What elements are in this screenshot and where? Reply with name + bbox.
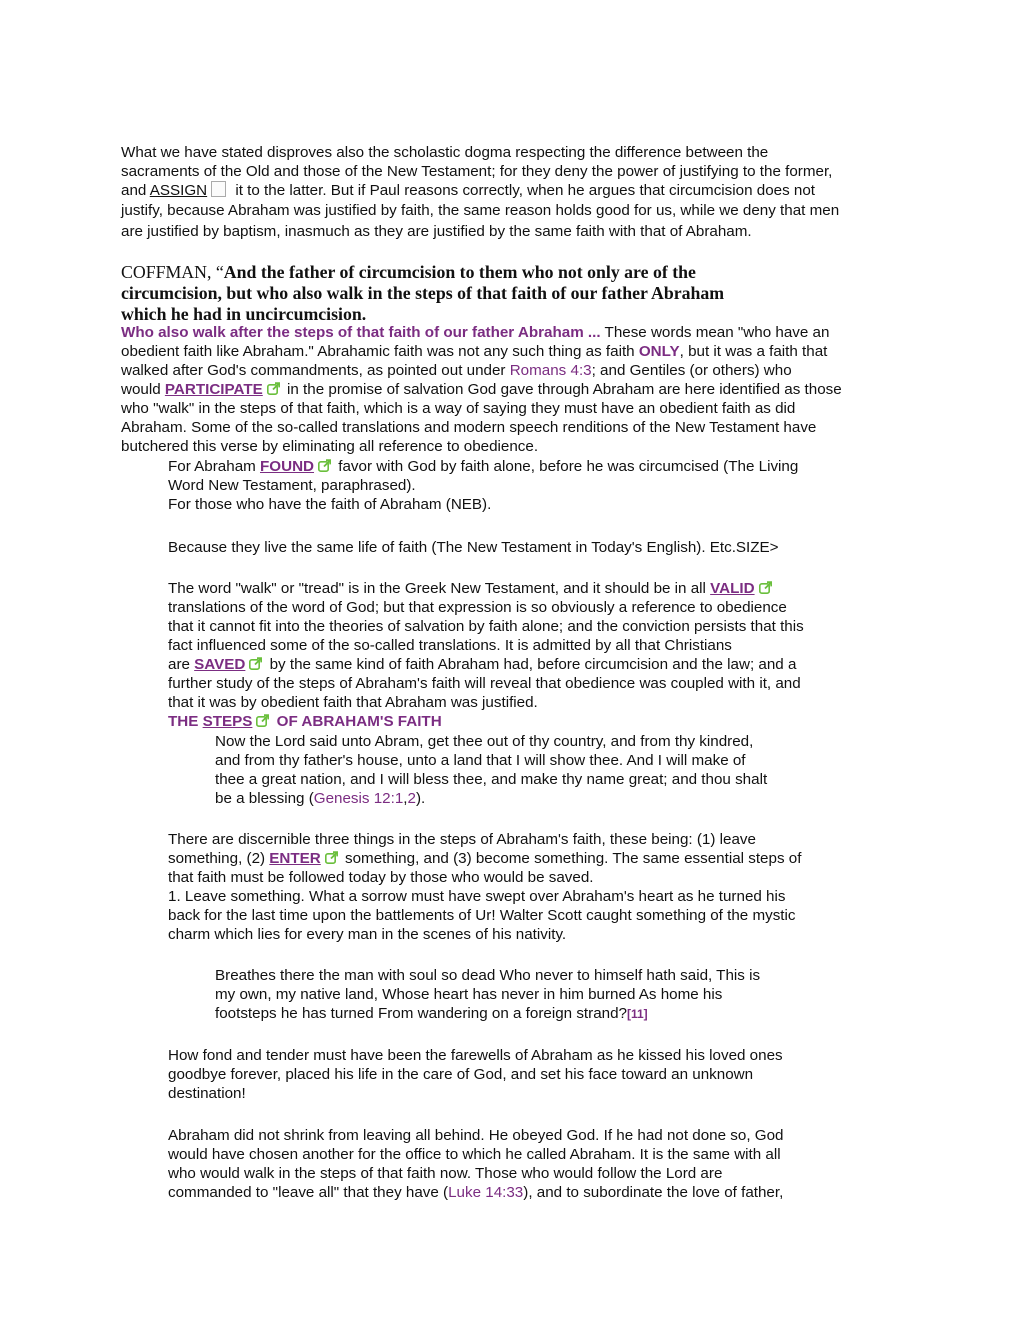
poem-line: Breathes there the man with soul so dead Who never to himself hath said, This is [215,967,761,984]
luke-link[interactable]: Luke 14:33 [448,1184,524,1201]
genesis-line: thee a great nation, and I will bless thee, and make thy name great; and thou shalt [215,771,768,788]
heading-line [121,261,696,283]
p1-text: and [121,182,150,199]
heading-text: circumcision, but who also walk in the steps of that faith of our father Abraham [121,283,725,303]
p5-line: How fond and tender must have been the farewells of Abraham as he kissed his loved ones [168,1047,783,1064]
p2-text: ; and Gentiles (or others) who [591,362,792,379]
p1-line: are justified by baptism, inasmuch as they are justified by the same faith with that of Abraham. [121,223,752,240]
external-link-icon[interactable] [249,657,262,670]
genesis-text: , [403,790,408,807]
only-keyword: ONLY [638,343,680,360]
p3-text: The word "walk" or "tread" is in the Greek New Testament, and it should be in all [168,580,711,597]
p3-text: are [168,656,195,673]
p2-line: Abraham. Some of the so-called translations and modern speech renditions of the New Testament have [121,419,817,436]
p6-line: Abraham did not shrink from leaving all behind. He obeyed God. If he had not done so, God [168,1127,784,1144]
p6-line [168,1183,783,1202]
p2-line: butchered this verse by eliminating all reference to obedience. [121,438,539,455]
p2-text: in the promise of salvation God gave through Abraham are here identified as those [282,381,842,398]
p3-line: that it was by obedient faith that Abraham was justified. [168,694,538,711]
quote-line: Word New Testament, paraphrased). [168,477,416,494]
genesis-12-2-link[interactable]: 2 [407,790,416,807]
p3-text: by the same kind of faith Abraham had, before circumcision and the law; and a [265,656,797,673]
quote-text: favor with God by faith alone, before he was circumcised (The Living [334,458,799,475]
steps-link[interactable]: STEPS [202,713,253,730]
p5-line: destination! [168,1085,246,1102]
p4-line: that faith must be followed today by those who would be saved. [168,869,594,886]
p1-text: it to the latter. But if Paul reasons correctly, when he argues that circumcision does not [231,182,816,199]
p2-line [121,361,792,380]
poem-line: my own, my native land, Whose heart has never in him burned As home his [215,986,723,1003]
p1-line: sacraments of the Old and those of the New Testament; for they deny the power of justifying to the former, [121,163,833,180]
p2-text: walked after God's commandments, as pointed out under [121,362,510,379]
steps-heading-text: OF ABRAHAM'S FAITH [272,713,442,730]
p2-line: who "walk" in the steps of that faith, which is a way of saying they must have an obedient faith as did [121,400,796,417]
p2-line [121,323,829,342]
p6-text: ), and to subordinate the love of father, [523,1184,784,1201]
p2-text: These words mean "who have an [600,324,830,341]
genesis-line: and from thy father's house, unto a land that I will show thee. And I will make of [215,752,746,769]
valid-link[interactable]: VALID [710,580,755,597]
p6-line: who would walk in the steps of that faith now. Those who would follow the Lord are [168,1165,723,1182]
heading-line [121,282,724,304]
external-link-icon[interactable] [256,714,269,727]
p6-line: would have chosen another for the office to which he called Abraham. It is the same with all [168,1146,781,1163]
genesis-text: ). [415,790,426,807]
heading-prefix: COFFMAN, “ [121,262,224,282]
poem-text: footsteps he has turned From wandering on a foreign strand? [215,1005,627,1022]
quote-text: For Abraham [168,458,261,475]
footnote-link[interactable]: [11] [627,1007,648,1021]
p5-line: goodbye forever, placed his life in the care of God, and set his face toward an unknown [168,1066,754,1083]
enter-link[interactable]: ENTER [269,850,321,867]
p1-line: What we have stated disproves also the scholastic dogma respecting the difference between the [121,144,769,161]
p2-text: , but it was a faith that [679,343,828,360]
p4-text: something, and (3) become something. The same essential steps of [340,850,802,867]
p3-line [168,579,775,598]
placeholder-icon [211,181,226,197]
p4-line: back for the last time upon the battlements of Ur! Walter Scott caught something of the mystic [168,907,796,924]
p2-text: obedient faith like Abraham." Abrahamic faith was not any such thing as faith [121,343,639,360]
p1-line: justify, because Abraham was justified by faith, the same reason holds good for us, while we deny that men [121,202,840,219]
p2-text: would [121,381,165,398]
quote-line [168,457,798,476]
p3-line: translations of the word of God; but that expression is so obviously a reference to obedience [168,599,787,616]
heading-text: And the father of circumcision to them who not only are of the [223,262,696,282]
p2-line [121,380,842,399]
p4-line: 1. Leave something. What a sorrow must have swept over Abraham's heart as he turned his [168,888,786,905]
steps-heading-text: THE [168,713,203,730]
external-link-icon[interactable] [267,382,280,395]
p3-line: that it cannot fit into the theories of salvation by faith alone; and the conviction persists that this [168,618,804,635]
p4-line [168,849,801,868]
steps-heading [168,712,442,731]
p2-line [121,342,827,361]
p4-line: charm which lies for every man in the scenes of his nativity. [168,926,567,943]
verse-title: Who also walk after the steps of that faith of our father Abraham ... [121,324,601,341]
participate-link[interactable]: PARTICIPATE [164,381,263,398]
quote-line: Because they live the same life of faith (The New Testament in Today's English). Etc.SIZE> [168,539,779,556]
poem-line [215,1004,648,1024]
external-link-icon[interactable] [325,851,338,864]
p3-line [168,655,796,674]
external-link-icon[interactable] [759,581,772,594]
p4-text: something, (2) [168,850,270,867]
external-link-icon[interactable] [318,459,331,472]
assign-link[interactable]: ASSIGN [149,182,208,199]
p6-text: commanded to "leave all" that they have ( [168,1184,449,1201]
p3-line: further study of the steps of Abraham's faith will reveal that obedience was coupled with it, and [168,675,801,692]
genesis-line: Now the Lord said unto Abram, get thee out of thy country, and from thy kindred, [215,733,754,750]
heading-line [121,303,366,325]
p4-line: There are discernible three things in the steps of Abraham's faith, these being: (1) leave [168,831,756,848]
genesis-line [215,789,425,808]
p3-line: fact influenced some of the so-called translations. It is admitted by all that Christians [168,637,732,654]
quote-line: For those who have the faith of Abraham (NEB). [168,496,492,513]
found-link[interactable]: FOUND [260,458,315,475]
heading-text: which he had in uncircumcision. [121,304,367,324]
p1-line [121,181,815,200]
romans-link[interactable]: Romans 4:3 [509,362,592,379]
genesis-text: be a blessing ( [215,790,314,807]
genesis-12-1-link[interactable]: Genesis 12:1 [313,790,404,807]
saved-link[interactable]: SAVED [194,656,246,673]
